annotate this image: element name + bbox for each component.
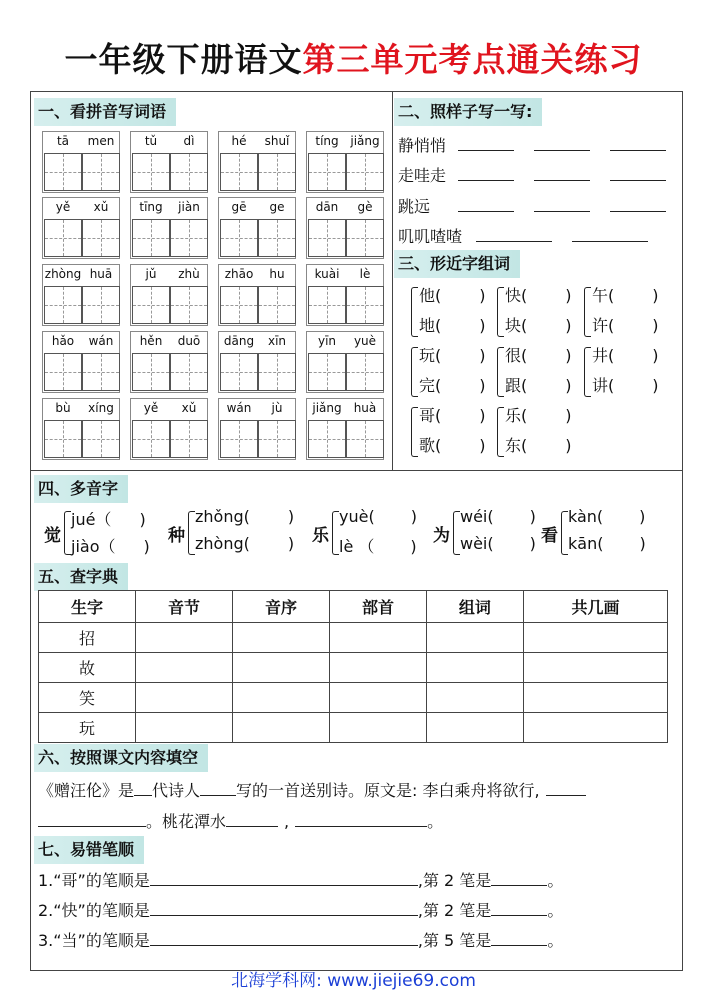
pinyin-label: duō <box>177 334 201 348</box>
answer-blank[interactable] <box>134 782 152 796</box>
answer-blank[interactable] <box>200 782 236 796</box>
pinyin-cell <box>132 264 170 284</box>
tianzige-box[interactable] <box>170 219 208 257</box>
table-header: 组词 <box>426 591 523 623</box>
pinyin-cell <box>220 131 258 151</box>
title-red: 第三单元考点通关练习 <box>302 40 643 79</box>
pinyin-label: tīng <box>139 200 163 214</box>
tianzige-box[interactable] <box>258 153 296 191</box>
table-header: 音序 <box>232 591 329 623</box>
pinyin-cell <box>308 197 346 217</box>
tianzige-box[interactable] <box>170 420 208 458</box>
pinyin-cell <box>258 398 296 418</box>
pinyin-label: tíng <box>315 134 339 148</box>
tianzige-box[interactable] <box>220 153 258 191</box>
section4-title: 四、多音字 <box>34 475 128 503</box>
table-header: 生字 <box>39 591 136 623</box>
pinyin-cell <box>132 131 170 151</box>
similar-char-pair: 午( ) 许( ) <box>584 283 674 341</box>
pinyin-cell <box>44 264 82 284</box>
table-char: 招 <box>39 623 136 653</box>
pinyin-label: jǔ <box>145 267 157 281</box>
tianzige-box[interactable] <box>346 420 384 458</box>
answer-blank[interactable] <box>150 872 418 886</box>
pinyin-label: xǔ <box>181 401 197 415</box>
pinyin-cell <box>346 398 384 418</box>
tianzige-box[interactable] <box>44 353 82 391</box>
tianzige-box[interactable] <box>44 420 82 458</box>
section3-title: 三、形近字组词 <box>394 250 520 278</box>
answer-blank[interactable] <box>610 137 666 151</box>
pinyin-label: hěn <box>139 334 163 348</box>
tianzige-box[interactable] <box>308 219 346 257</box>
tianzige-box[interactable] <box>44 153 82 191</box>
pinyin-cell <box>44 398 82 418</box>
pinyin-cell <box>82 331 120 351</box>
pinyin-cell <box>44 331 82 351</box>
tianzige-box[interactable] <box>346 353 384 391</box>
divider-vertical <box>392 92 393 470</box>
pinyin-cell <box>82 398 120 418</box>
stroke-order-item: 1.“哥”的笔顺是 ,第 2 笔是 。 <box>38 871 564 890</box>
pinyin-label: gē <box>231 200 247 214</box>
answer-blank[interactable] <box>534 167 590 181</box>
fill-line-1: 《赠汪伦》是 代诗人 写的一首送别诗。原文是: 李白乘舟将欲行, <box>38 778 586 801</box>
tianzige-box[interactable] <box>308 286 346 324</box>
pinyin-label: jù <box>271 401 283 415</box>
pinyin-cell <box>346 264 384 284</box>
pinyin-cell <box>308 331 346 351</box>
answer-blank[interactable] <box>610 167 666 181</box>
tianzige-box[interactable] <box>82 153 120 191</box>
tianzige-box[interactable] <box>82 353 120 391</box>
pinyin-cell <box>308 398 346 418</box>
pinyin-cell <box>258 331 296 351</box>
table-header: 共几画 <box>523 591 667 623</box>
tianzige-box[interactable] <box>44 286 82 324</box>
table-header-row <box>39 591 668 623</box>
pinyin-label: zhù <box>178 267 200 281</box>
tianzige-box[interactable] <box>170 153 208 191</box>
pinyin-label: hu <box>269 267 285 281</box>
pinyin-cell <box>220 331 258 351</box>
pinyin-cell <box>258 197 296 217</box>
tianzige-box[interactable] <box>258 353 296 391</box>
pinyin-cell <box>346 331 384 351</box>
answer-blank[interactable] <box>458 137 514 151</box>
section7-title: 七、易错笔顺 <box>34 836 144 864</box>
pinyin-label: jiǎng <box>312 401 342 415</box>
tianzige-box[interactable] <box>44 219 82 257</box>
pinyin-cell <box>258 264 296 284</box>
pinyin-cell <box>44 131 82 151</box>
pinyin-cell <box>220 264 258 284</box>
tianzige-box[interactable] <box>132 219 170 257</box>
pinyin-cell <box>82 131 120 151</box>
answer-blank[interactable] <box>534 137 590 151</box>
answer-blank[interactable] <box>150 932 418 946</box>
pinyin-label: men <box>87 134 115 148</box>
similar-char-pair: 玩( ) 完( ) <box>411 343 501 401</box>
section5-title: 五、查字典 <box>34 563 128 591</box>
pinyin-label: yě <box>55 200 71 214</box>
similar-char-pair: 他( ) 地( ) <box>411 283 501 341</box>
table-header: 音节 <box>135 591 232 623</box>
pinyin-cell <box>132 197 170 217</box>
tianzige-box[interactable] <box>308 353 346 391</box>
imitate-line-2: 走哇走 <box>398 163 666 186</box>
pinyin-cell <box>170 331 208 351</box>
tianzige-box[interactable] <box>346 219 384 257</box>
pinyin-label: zhāo <box>224 267 254 281</box>
pinyin-label: ge <box>269 200 285 214</box>
answer-blank[interactable] <box>476 228 552 242</box>
pinyin-label: hé <box>231 134 247 148</box>
similar-char-pair: 快( ) 块( ) <box>497 283 587 341</box>
imitate-line-4: 叽叽喳喳 <box>398 224 648 247</box>
answer-blank[interactable] <box>534 198 590 212</box>
tianzige-box[interactable] <box>132 286 170 324</box>
pinyin-label: tā <box>56 134 70 148</box>
section2-title: 二、照样子写一写: <box>394 98 542 126</box>
tianzige-box[interactable] <box>82 286 120 324</box>
pinyin-cell <box>82 197 120 217</box>
pinyin-cell <box>346 197 384 217</box>
pinyin-label: xíng <box>88 401 114 415</box>
footer-website[interactable]: 北海学科网: www.jiejie69.com <box>231 971 476 991</box>
tianzige-box[interactable] <box>132 153 170 191</box>
answer-blank[interactable] <box>458 198 514 212</box>
answer-blank[interactable] <box>295 813 427 827</box>
pinyin-label: jiǎng <box>350 134 380 148</box>
pinyin-label: hǎo <box>51 334 75 348</box>
pinyin-label: xǔ <box>93 200 109 214</box>
stroke-order-item: 3.“当”的笔顺是 ,第 5 笔是 。 <box>38 931 564 950</box>
pinyin-label: yuè <box>353 334 377 348</box>
pinyin-label: wán <box>226 401 252 415</box>
tianzige-box[interactable] <box>82 420 120 458</box>
table-row <box>39 683 668 713</box>
pinyin-cell <box>170 398 208 418</box>
pinyin-cell <box>258 131 296 151</box>
similar-char-pair: 乐( ) 东( ) <box>497 403 587 461</box>
table-char: 笑 <box>39 683 136 713</box>
tianzige-box[interactable] <box>170 286 208 324</box>
fill-line-2: 。桃花潭水 , 。 <box>38 809 443 832</box>
tianzige-box[interactable] <box>258 219 296 257</box>
divider-horizontal <box>31 470 682 471</box>
tianzige-box[interactable] <box>82 219 120 257</box>
section1-title: 一、看拼音写词语 <box>34 98 176 126</box>
section6-title: 六、按照课文内容填空 <box>34 744 208 772</box>
table-row <box>39 623 668 653</box>
pinyin-label: gè <box>357 200 373 214</box>
imitate-line-3: 跳远 <box>398 194 666 217</box>
answer-blank[interactable] <box>546 782 586 796</box>
tianzige-box[interactable] <box>346 153 384 191</box>
pinyin-label: yīn <box>317 334 337 348</box>
pinyin-cell <box>220 398 258 418</box>
table-char: 玩 <box>39 713 136 743</box>
answer-blank[interactable] <box>491 932 547 946</box>
stroke-order-item: 2.“快”的笔顺是 ,第 2 笔是 。 <box>38 901 564 920</box>
pinyin-label: huā <box>89 267 113 281</box>
pinyin-cell <box>82 264 120 284</box>
pinyin-label: jiàn <box>178 200 200 214</box>
pinyin-cell <box>220 197 258 217</box>
pinyin-cell <box>132 398 170 418</box>
pinyin-label: dān <box>315 200 339 214</box>
tianzige-box[interactable] <box>308 420 346 458</box>
pinyin-label: shuǐ <box>264 134 290 148</box>
tianzige-box[interactable] <box>132 353 170 391</box>
answer-blank[interactable] <box>226 813 278 827</box>
pinyin-label: huà <box>353 401 377 415</box>
answer-blank[interactable] <box>38 813 146 827</box>
tianzige-box[interactable] <box>220 420 258 458</box>
answer-blank[interactable] <box>610 198 666 212</box>
tianzige-box[interactable] <box>346 286 384 324</box>
similar-char-pair: 井( ) 讲( ) <box>584 343 674 401</box>
answer-blank[interactable] <box>572 228 648 242</box>
tianzige-box[interactable] <box>308 153 346 191</box>
similar-char-pair: 哥( ) 歌( ) <box>411 403 501 461</box>
tianzige-box[interactable] <box>258 286 296 324</box>
pinyin-label: dì <box>183 134 195 148</box>
tianzige-box[interactable] <box>170 353 208 391</box>
pinyin-cell <box>170 264 208 284</box>
dictionary-table <box>38 590 668 743</box>
table-char: 故 <box>39 653 136 683</box>
tianzige-box[interactable] <box>220 353 258 391</box>
pinyin-cell <box>170 197 208 217</box>
pinyin-label: yě <box>143 401 159 415</box>
answer-blank[interactable] <box>150 902 418 916</box>
table-row <box>39 713 668 743</box>
answer-blank[interactable] <box>491 902 547 916</box>
pinyin-label: bù <box>55 401 71 415</box>
pinyin-label: xīn <box>267 334 287 348</box>
tianzige-box[interactable] <box>220 219 258 257</box>
pinyin-cell <box>170 131 208 151</box>
pinyin-cell <box>132 331 170 351</box>
pinyin-label: zhòng <box>44 267 82 281</box>
imitate-line-1: 静悄悄 <box>398 133 666 156</box>
tianzige-box[interactable] <box>132 420 170 458</box>
pinyin-cell <box>308 131 346 151</box>
answer-blank[interactable] <box>458 167 514 181</box>
title-black: 一年级下册语文 <box>64 40 303 79</box>
pinyin-cell <box>308 264 346 284</box>
pinyin-label: lè <box>359 267 371 281</box>
pinyin-label: dāng <box>223 334 255 348</box>
pinyin-label: tǔ <box>144 134 158 148</box>
page-title <box>0 34 707 81</box>
answer-blank[interactable] <box>491 872 547 886</box>
pinyin-cell <box>346 131 384 151</box>
table-row <box>39 653 668 683</box>
pinyin-cell <box>44 197 82 217</box>
tianzige-box[interactable] <box>220 286 258 324</box>
tianzige-box[interactable] <box>258 420 296 458</box>
pinyin-label: wán <box>88 334 114 348</box>
similar-char-pair: 很( ) 跟( ) <box>497 343 587 401</box>
table-header: 部首 <box>329 591 426 623</box>
pinyin-label: kuài <box>314 267 340 281</box>
